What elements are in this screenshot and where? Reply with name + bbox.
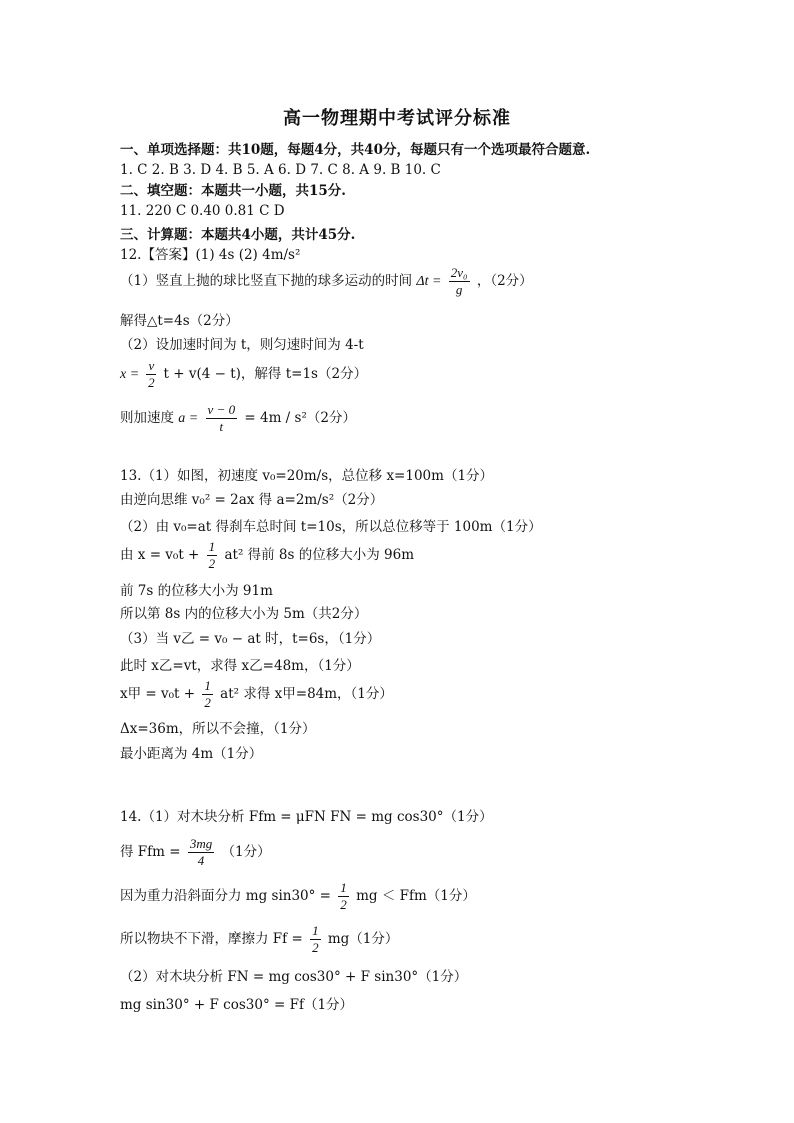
fraction-denominator: g xyxy=(455,282,463,297)
q13-line5: 前 7s 的位移大小为 91m xyxy=(120,583,273,599)
fraction-numerator: v xyxy=(148,358,155,373)
q12-answer: 12.【答案】(1) 4s (2) 4m/s² xyxy=(120,247,301,263)
fraction-denominator: 2 xyxy=(208,556,216,571)
q14-line4-pre: 所以物块不下滑，摩擦力 Ff = xyxy=(120,931,303,947)
section2-answers: 11. 220 C 0.40 0.81 C D xyxy=(120,203,285,219)
fraction-numerator: v − 0 xyxy=(207,402,236,417)
q12-part1-fraction xyxy=(449,265,470,298)
q12-part1-text: （1）竖直上抛的球比竖直下抛的球多运动的时间 xyxy=(120,273,413,289)
q14-line2-pre: 得 Ffm = xyxy=(120,844,181,860)
fraction-numerator: 1 xyxy=(340,880,347,895)
q14-line3-pre: 因为重力沿斜面分力 mg sin30° = xyxy=(120,888,331,904)
q13-line9-fraction xyxy=(202,678,213,711)
q14-line4 xyxy=(120,923,398,956)
q13-line4 xyxy=(120,539,414,572)
fraction-denominator: 2 xyxy=(312,940,319,955)
q13-line4-pre: 由 x = v₀t + xyxy=(120,547,200,563)
q14-line4-post: mg（1分） xyxy=(327,931,399,947)
q14-line2-fraction xyxy=(188,836,214,869)
section1-heading: 一、单项选择题：共10题，每题4分，共40分，每题只有一个选项最符合题意. xyxy=(120,142,591,158)
q14-line3-fraction xyxy=(338,880,349,913)
fraction-denominator: 2 xyxy=(148,375,155,390)
q13-line2: 由逆向思维 v₀² = 2ax 得 a=2m/s²（2分） xyxy=(120,492,384,508)
q14-line2 xyxy=(120,836,271,869)
q12-acc-rest: = 4m / s²（2分） xyxy=(244,410,356,426)
q13-line11: 最小距离为 4m（1分） xyxy=(120,746,263,762)
q12-solve1: 解得△t=4s（2分） xyxy=(120,313,239,329)
page-title: 高一物理期中考试评分标准 xyxy=(283,108,511,129)
q14-line3 xyxy=(120,880,476,913)
q12-acc-fraction xyxy=(206,402,238,435)
q12-eq2 xyxy=(120,358,367,391)
q14-line3-post: mg ＜ Ffm（1分） xyxy=(356,888,476,904)
q13-line8: 此时 x乙=vt，求得 x乙=48m，（1分） xyxy=(120,658,360,674)
q14-line6: mg sin30° + F cos30° = Ff（1分） xyxy=(120,997,354,1013)
fraction-numerator: 1 xyxy=(204,678,211,693)
q12-acc-lhs: a = xyxy=(178,411,199,426)
q13-line10: Δx=36m，所以不会撞，（1分） xyxy=(120,721,316,737)
fraction-denominator: 4 xyxy=(197,853,205,868)
fraction-denominator: 2 xyxy=(204,695,211,710)
q13-line9-pre: x甲 = v₀t + xyxy=(120,686,196,702)
q13-line4-post: at² 得前 8s 的位移大小为 96m xyxy=(224,547,415,563)
q14-line2-post: （1分） xyxy=(221,844,271,860)
q14-line4-fraction xyxy=(310,923,321,956)
q12-acceleration xyxy=(120,402,356,435)
q12-part1-formula-lhs: Δt = xyxy=(416,274,442,289)
q12-eq2-lhs: x = xyxy=(120,367,140,382)
fraction-numerator: 1 xyxy=(312,923,319,938)
q13-line4-fraction xyxy=(207,539,218,572)
q12-eq2-fraction xyxy=(146,358,156,391)
fraction-numerator: 1 xyxy=(208,539,216,554)
q12-eq2-rest: t + v(4 − t)，解得 t=1s（2分） xyxy=(163,366,368,382)
section2-heading: 二、填空题：本题共一小题，共15分. xyxy=(120,183,346,199)
q12-acc-text: 则加速度 xyxy=(120,410,174,426)
section1-answers: 1. C 2. B 3. D 4. B 5. A 6. D 7. C 8. A 9. B 10. C xyxy=(120,162,441,178)
q12-part1 xyxy=(120,265,533,298)
q13-line1: 13.（1）如图，初速度 v₀=20m/s，总位移 x=100m（1分） xyxy=(120,468,494,484)
q13-line9 xyxy=(120,678,393,711)
section3-heading: 三、计算题：本题共4小题，共计45分. xyxy=(120,227,356,243)
q14-line5: （2）对木块分析 FN = mg cos30° + F sin30°（1分） xyxy=(120,969,468,985)
q13-line7: （3）当 v乙 = v₀ − at 时，t=6s，（1分） xyxy=(120,631,381,647)
q13-line6: 所以第 8s 内的位移大小为 5m（共2分） xyxy=(120,606,368,622)
q14-line1: 14.（1）对木块分析 Ffm = μFN FN = mg cos30°（1分） xyxy=(120,809,493,825)
fraction-denominator: t xyxy=(219,419,224,434)
q13-line9-post: at² 求得 x甲=84m，（1分） xyxy=(220,686,393,702)
fraction-numerator: 2v₀ xyxy=(450,265,468,280)
fraction-numerator: 3mg xyxy=(189,836,213,851)
q13-line3: （2）由 v₀=at 得刹车总时间 t=10s，所以总位移等于 100m（1分） xyxy=(120,519,542,535)
q12-part1-score: ，（2分） xyxy=(476,273,533,289)
fraction-denominator: 2 xyxy=(340,897,347,912)
q12-part2: （2）设加速时间为 t，则匀速时间为 4-t xyxy=(120,337,364,353)
